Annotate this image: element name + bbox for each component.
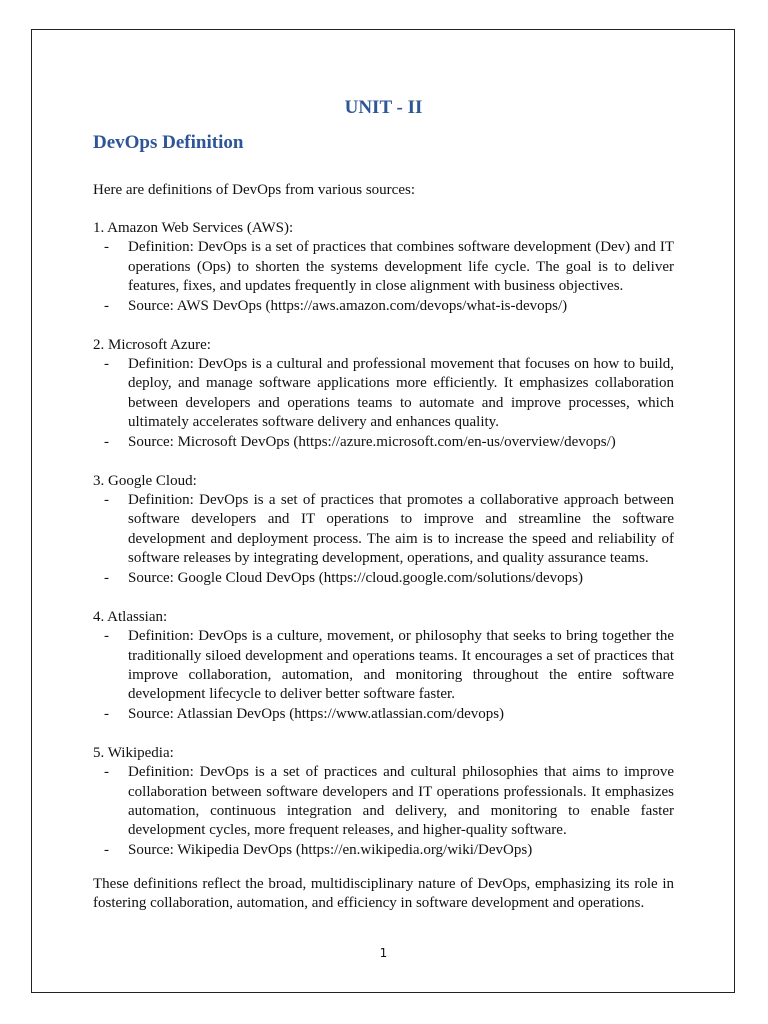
source-heading: 5. Wikipedia: <box>93 744 174 761</box>
definition-text: Definition: DevOps is a set of practices and cultural philosophies that aims to improve collaboration between software developers and IT operations professionals. It emphasizes automation, continuous integration and delivery, and monitoring to enable faster development cycles, more frequent releases, and higher-quality software. <box>128 764 674 839</box>
source-text: Source: Microsoft DevOps (https://azure.microsoft.com/en-us/overview/devops/) <box>128 433 616 450</box>
source-text: Source: Google Cloud DevOps (https://cloud.google.com/solutions/devops) <box>128 569 583 586</box>
section-title: DevOps Definition <box>93 132 244 153</box>
source-wikipedia <box>93 744 674 860</box>
source-azure <box>93 336 674 452</box>
definition-text: Definition: DevOps is a cultural and professional movement that focuses on how to build, deploy, and manage software applications more efficiently. It emphasizes collaboration between developers and operations teams to automate and improve processes, which ultimately accelerates software delivery and enhances quality. <box>128 356 674 431</box>
definition-text: Definition: DevOps is a set of practices that combines software development (Dev) and IT operations (Ops) to shorten the systems development life cycle. The goal is to deliver features, fixes, and updates frequently in close alignment with business objectives. <box>128 239 674 295</box>
source-heading: 1. Amazon Web Services (AWS): <box>93 220 294 236</box>
definition-bullet <box>93 627 674 705</box>
source-heading: 2. Microsoft Azure: <box>93 336 211 353</box>
bullet-dash: - <box>104 239 109 256</box>
source-bullet <box>93 433 674 452</box>
source-heading: 4. Atlassian: <box>93 608 168 625</box>
source-atlassian <box>93 608 674 724</box>
source-bullet <box>93 841 674 860</box>
conclusion-paragraph: These definitions reflect the broad, multidisciplinary nature of DevOps, emphasizing its role in fostering collaboration, automation, and efficiency in software development and operations. <box>93 876 674 912</box>
bullet-dash: - <box>104 628 109 645</box>
bullet-dash: - <box>104 356 109 373</box>
bullet-dash: - <box>104 492 109 509</box>
definition-text: Definition: DevOps is a set of practices that promotes a collaborative approach between software developers and IT operations to improve and streamline the software development and deployment process. The aim is to increase the speed and reliability of software releases by integrating development, operations, and quality assurance teams. <box>128 492 674 567</box>
source-text: Source: Wikipedia DevOps (https://en.wikipedia.org/wiki/DevOps) <box>128 841 533 858</box>
source-text: Source: AWS DevOps (https://aws.amazon.com/devops/what-is-devops/) <box>128 297 568 314</box>
source-aws <box>93 219 674 316</box>
source-heading: 3. Google Cloud: <box>93 472 197 489</box>
source-bullet <box>93 705 674 724</box>
source-bullet <box>93 569 674 588</box>
intro-paragraph: Here are definitions of DevOps from various sources: <box>93 182 415 198</box>
bullet-dash: - <box>104 764 109 781</box>
definition-bullet <box>93 355 674 433</box>
source-text: Source: Atlassian DevOps (https://www.atlassian.com/devops) <box>128 705 505 722</box>
bullet-dash: - <box>104 433 109 450</box>
unit-title: UNIT - II <box>344 97 423 118</box>
definition-bullet <box>93 491 674 569</box>
source-google-cloud <box>93 472 674 588</box>
page-number: 1 <box>379 946 388 960</box>
bullet-dash: - <box>104 705 109 722</box>
bullet-dash: - <box>104 297 109 314</box>
definition-bullet <box>93 763 674 841</box>
definition-bullet <box>93 238 674 296</box>
source-bullet <box>93 297 674 316</box>
sources-list <box>93 219 674 880</box>
bullet-dash: - <box>104 569 109 586</box>
definition-text: Definition: DevOps is a culture, movement, or philosophy that seeks to bring together the traditionally siloed development and operations teams. It encourages a set of practices that improve collaboration, automation, and monitoring throughout the entire software development lifecycle to deliver better software faster. <box>128 628 674 703</box>
bullet-dash: - <box>104 841 109 858</box>
